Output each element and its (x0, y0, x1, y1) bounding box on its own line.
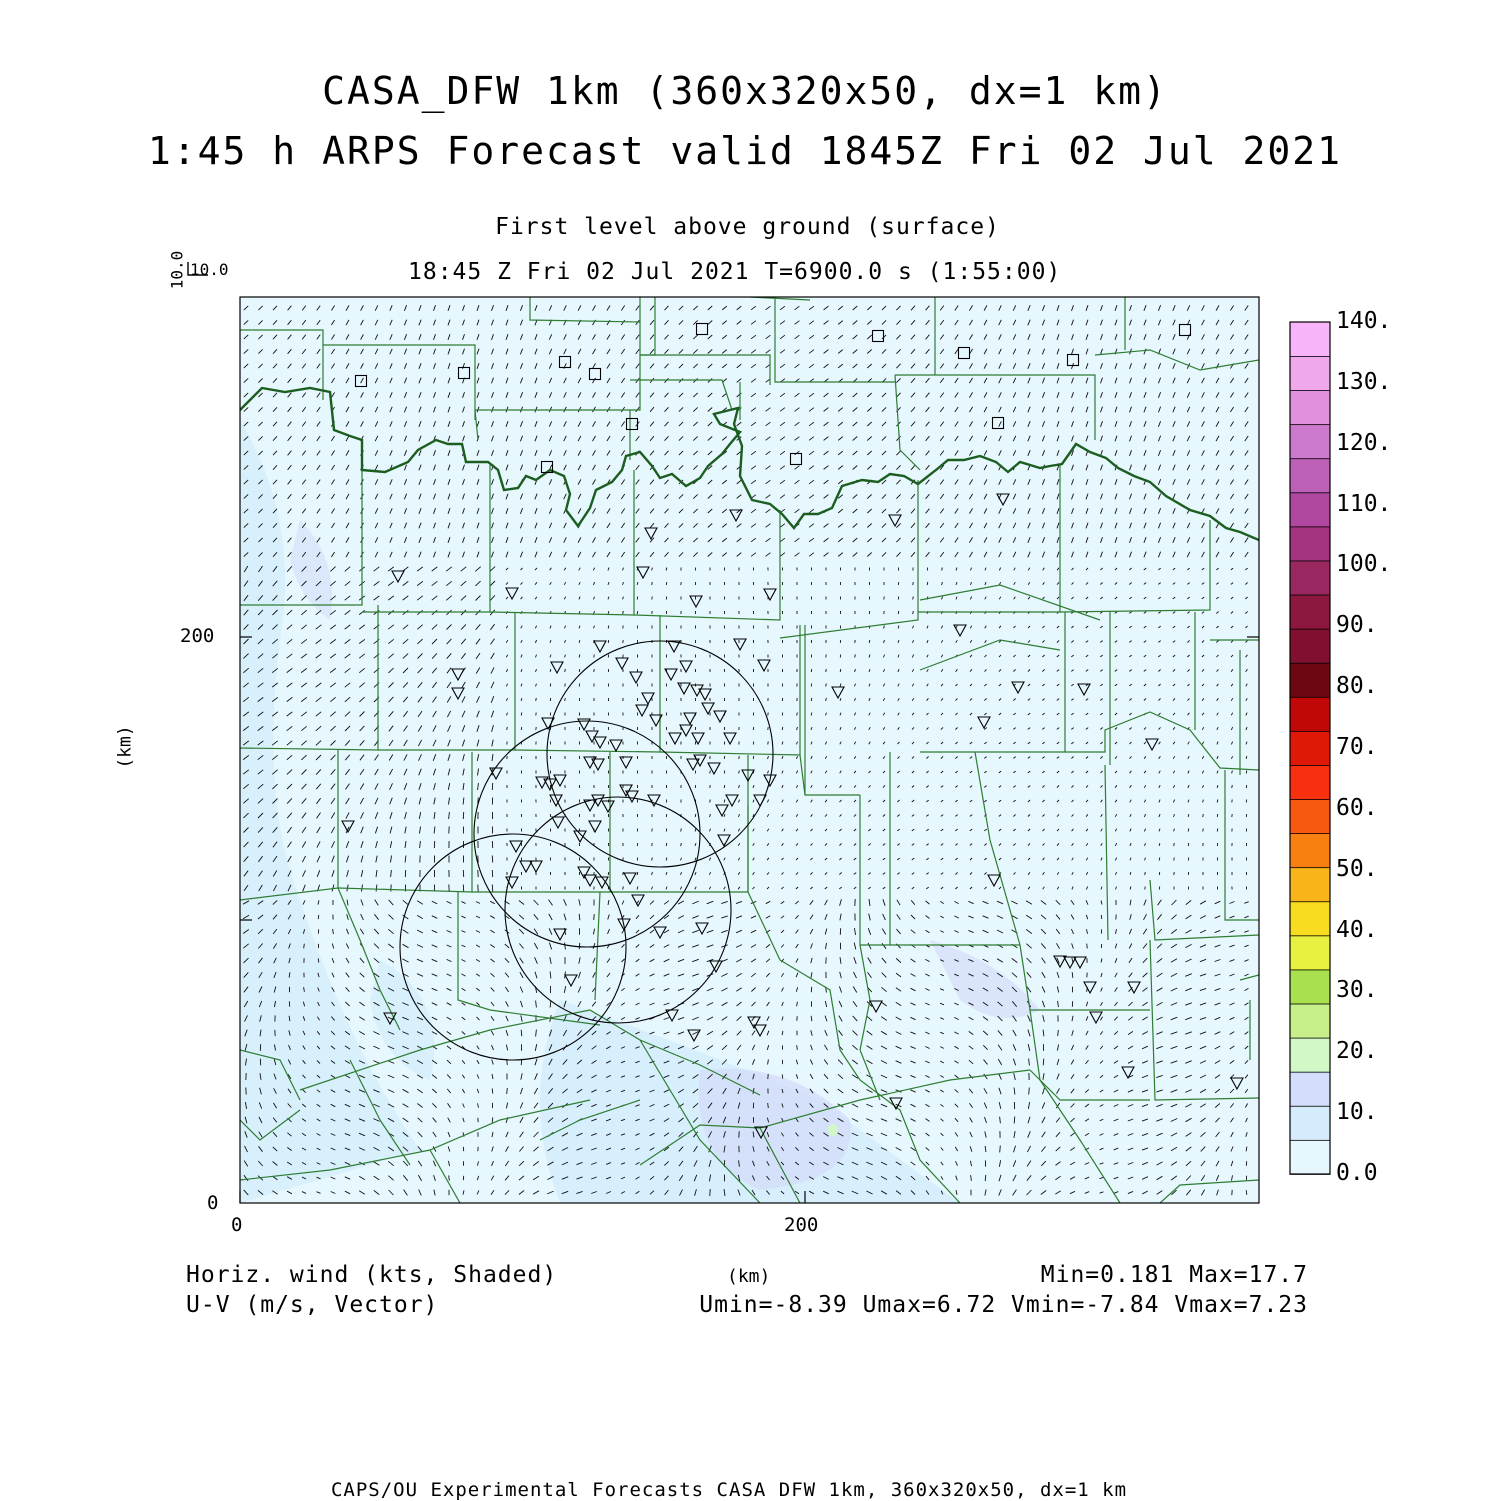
wind-vector (884, 626, 885, 629)
wind-vector (855, 655, 856, 658)
wind-vector (1232, 785, 1233, 788)
colorbar-label: 130. (1336, 371, 1391, 394)
wind-vector (1159, 858, 1160, 861)
colorbar-swatch (1290, 970, 1330, 1004)
colorbar-label: 60. (1336, 797, 1378, 820)
wind-vector (1188, 829, 1189, 832)
valid-time-line: 18:45 Z Fri 02 Jul 2021 T=6900.0 s (1:55:00) (408, 261, 1061, 284)
colorbar-swatch (1290, 390, 1330, 424)
wind-vector (826, 684, 827, 687)
wind-vector (652, 582, 653, 585)
wind-vector (1029, 1088, 1030, 1095)
wind-vector (913, 597, 914, 600)
wind-vector (753, 756, 754, 759)
colorbar-label: 40. (1336, 919, 1378, 942)
colorbar-swatch (1290, 322, 1330, 356)
colorbar-swatch (1290, 731, 1330, 765)
colorbar-swatch (1290, 595, 1330, 629)
colorbar-label: 90. (1336, 614, 1378, 637)
vector-reference-arrow (188, 262, 208, 275)
wind-vector (1058, 1030, 1059, 1036)
colorbar-swatch (1290, 765, 1330, 799)
wind-vector (739, 771, 740, 774)
wind-vector (797, 1045, 798, 1050)
colorbar-label: 0.0 (1336, 1162, 1378, 1185)
colorbar-swatch (1290, 1038, 1330, 1072)
wind-vector (782, 1074, 783, 1078)
wind-vector (1101, 915, 1102, 919)
vector-reference-v: 10.0 (169, 251, 185, 290)
legend-shaded-field: Horiz. wind (kts, Shaded) (186, 1264, 557, 1287)
colorbar-swatch (1290, 458, 1330, 492)
colorbar-label: 140. (1336, 310, 1391, 333)
wind-vector (1246, 771, 1247, 774)
y-tick-200: 200 (180, 627, 214, 646)
wind-vector (1217, 800, 1218, 803)
colorbar-label: 20. (1336, 1040, 1378, 1063)
wind-vector (594, 914, 595, 920)
wind-vector (550, 684, 551, 687)
title-line-2: 1:45 h ARPS Forecast valid 1845Z Fri 02 Jul 2021 (0, 132, 1490, 170)
wind-vector (608, 626, 609, 629)
wind-vector (985, 1175, 986, 1181)
title-line-1: CASA_DFW 1km (360x320x50, dx=1 km) (0, 72, 1490, 110)
wind-vector (536, 698, 537, 701)
wind-vector (1087, 944, 1088, 949)
wind-vector (1000, 1146, 1001, 1153)
wind-vector (507, 727, 508, 730)
wind-vector (768, 1103, 769, 1108)
colorbar (1290, 322, 1330, 1174)
wind-vector (927, 582, 928, 585)
wind-vector (666, 843, 667, 846)
wind-vector (710, 800, 711, 803)
colorbar-label: 100. (1336, 553, 1391, 576)
colorbar-swatch (1290, 867, 1330, 901)
wind-vector (623, 611, 624, 614)
wind-vector (521, 1030, 522, 1036)
wind-vector (695, 814, 696, 817)
wind-vector (318, 915, 319, 919)
colorbar-label: 70. (1336, 736, 1378, 759)
wind-vector (1130, 887, 1131, 890)
wind-vector (724, 785, 725, 788)
wind-vector (1043, 1059, 1044, 1066)
wind-vector (942, 568, 943, 571)
colorbar-swatch (1290, 1140, 1330, 1174)
wind-vector (507, 1088, 508, 1094)
x-tick-200: 200 (784, 1216, 818, 1235)
y-axis-label: (km) (117, 725, 135, 768)
wind-vector (840, 669, 841, 672)
colorbar-swatch (1290, 799, 1330, 833)
y-tick-0: 0 (207, 1194, 218, 1213)
wind-vector (1072, 972, 1073, 978)
wind-vector (492, 1088, 493, 1093)
wind-vector (579, 655, 580, 658)
wind-vector (811, 698, 812, 701)
colorbar-swatch (1290, 663, 1330, 697)
vector-reference-u: 10.0 (190, 262, 229, 278)
plot-subtitle: First level above ground (surface) (0, 216, 1495, 239)
legend-vector-field: U-V (m/s, Vector) (186, 1294, 438, 1317)
wind-vector (579, 943, 580, 949)
colorbar-swatch (1290, 424, 1330, 458)
footer-credit: CAPS/OU Experimental Forecasts CASA DFW 1km, 360x320x50, dx=1 km (0, 1481, 1458, 1500)
x-axis-label: (km) (727, 1268, 770, 1286)
field-min-max: Min=0.181 Max=17.7 (1041, 1264, 1308, 1287)
wind-vector (782, 727, 783, 730)
wind-vector (304, 944, 305, 949)
wind-vector (898, 611, 899, 614)
wind-vector (768, 742, 769, 745)
wind-vector (1203, 814, 1204, 817)
wind-vector (797, 713, 798, 716)
x-tick-0: 0 (231, 1216, 242, 1235)
uv-min-max: Umin=-8.39 Umax=6.72 Vmin=-7.84 Vmax=7.23 (699, 1294, 1308, 1317)
wind-vector (449, 1175, 450, 1180)
wind-vector (637, 872, 638, 875)
wind-vector (521, 713, 522, 716)
colorbar-swatch (1290, 901, 1330, 935)
colorbar-swatch (1290, 561, 1330, 595)
colorbar-label: 120. (1336, 432, 1391, 455)
wind-vector (565, 669, 566, 672)
wind-vector (1246, 1190, 1247, 1195)
wind-vector (579, 914, 580, 920)
colorbar-swatch (1290, 492, 1330, 526)
wind-vector (1145, 872, 1146, 875)
colorbar-swatch (1290, 356, 1330, 390)
colorbar-label: 30. (1336, 979, 1378, 1002)
colorbar-label: 10. (1336, 1101, 1378, 1124)
colorbar-swatch (1290, 833, 1330, 867)
colorbar-swatch (1290, 1004, 1330, 1038)
wind-vector (681, 829, 682, 832)
colorbar-label: 110. (1336, 493, 1391, 516)
colorbar-swatch (1290, 935, 1330, 969)
colorbar-swatch (1290, 1106, 1330, 1140)
colorbar-swatch (1290, 629, 1330, 663)
colorbar-label: 80. (1336, 675, 1378, 698)
wind-vector (652, 858, 653, 861)
wind-vector (318, 958, 319, 962)
wind-vector (1014, 1117, 1015, 1124)
wind-vector (492, 1117, 493, 1122)
colorbar-swatch (1290, 697, 1330, 731)
wind-vector (1174, 843, 1175, 846)
colorbar-label: 50. (1336, 858, 1378, 881)
colorbar-swatch (1290, 526, 1330, 560)
wind-vector (666, 568, 667, 571)
wind-vector (623, 887, 624, 890)
wind-vector (637, 597, 638, 600)
colorbar-swatch (1290, 1072, 1330, 1106)
wind-vector (869, 640, 870, 643)
